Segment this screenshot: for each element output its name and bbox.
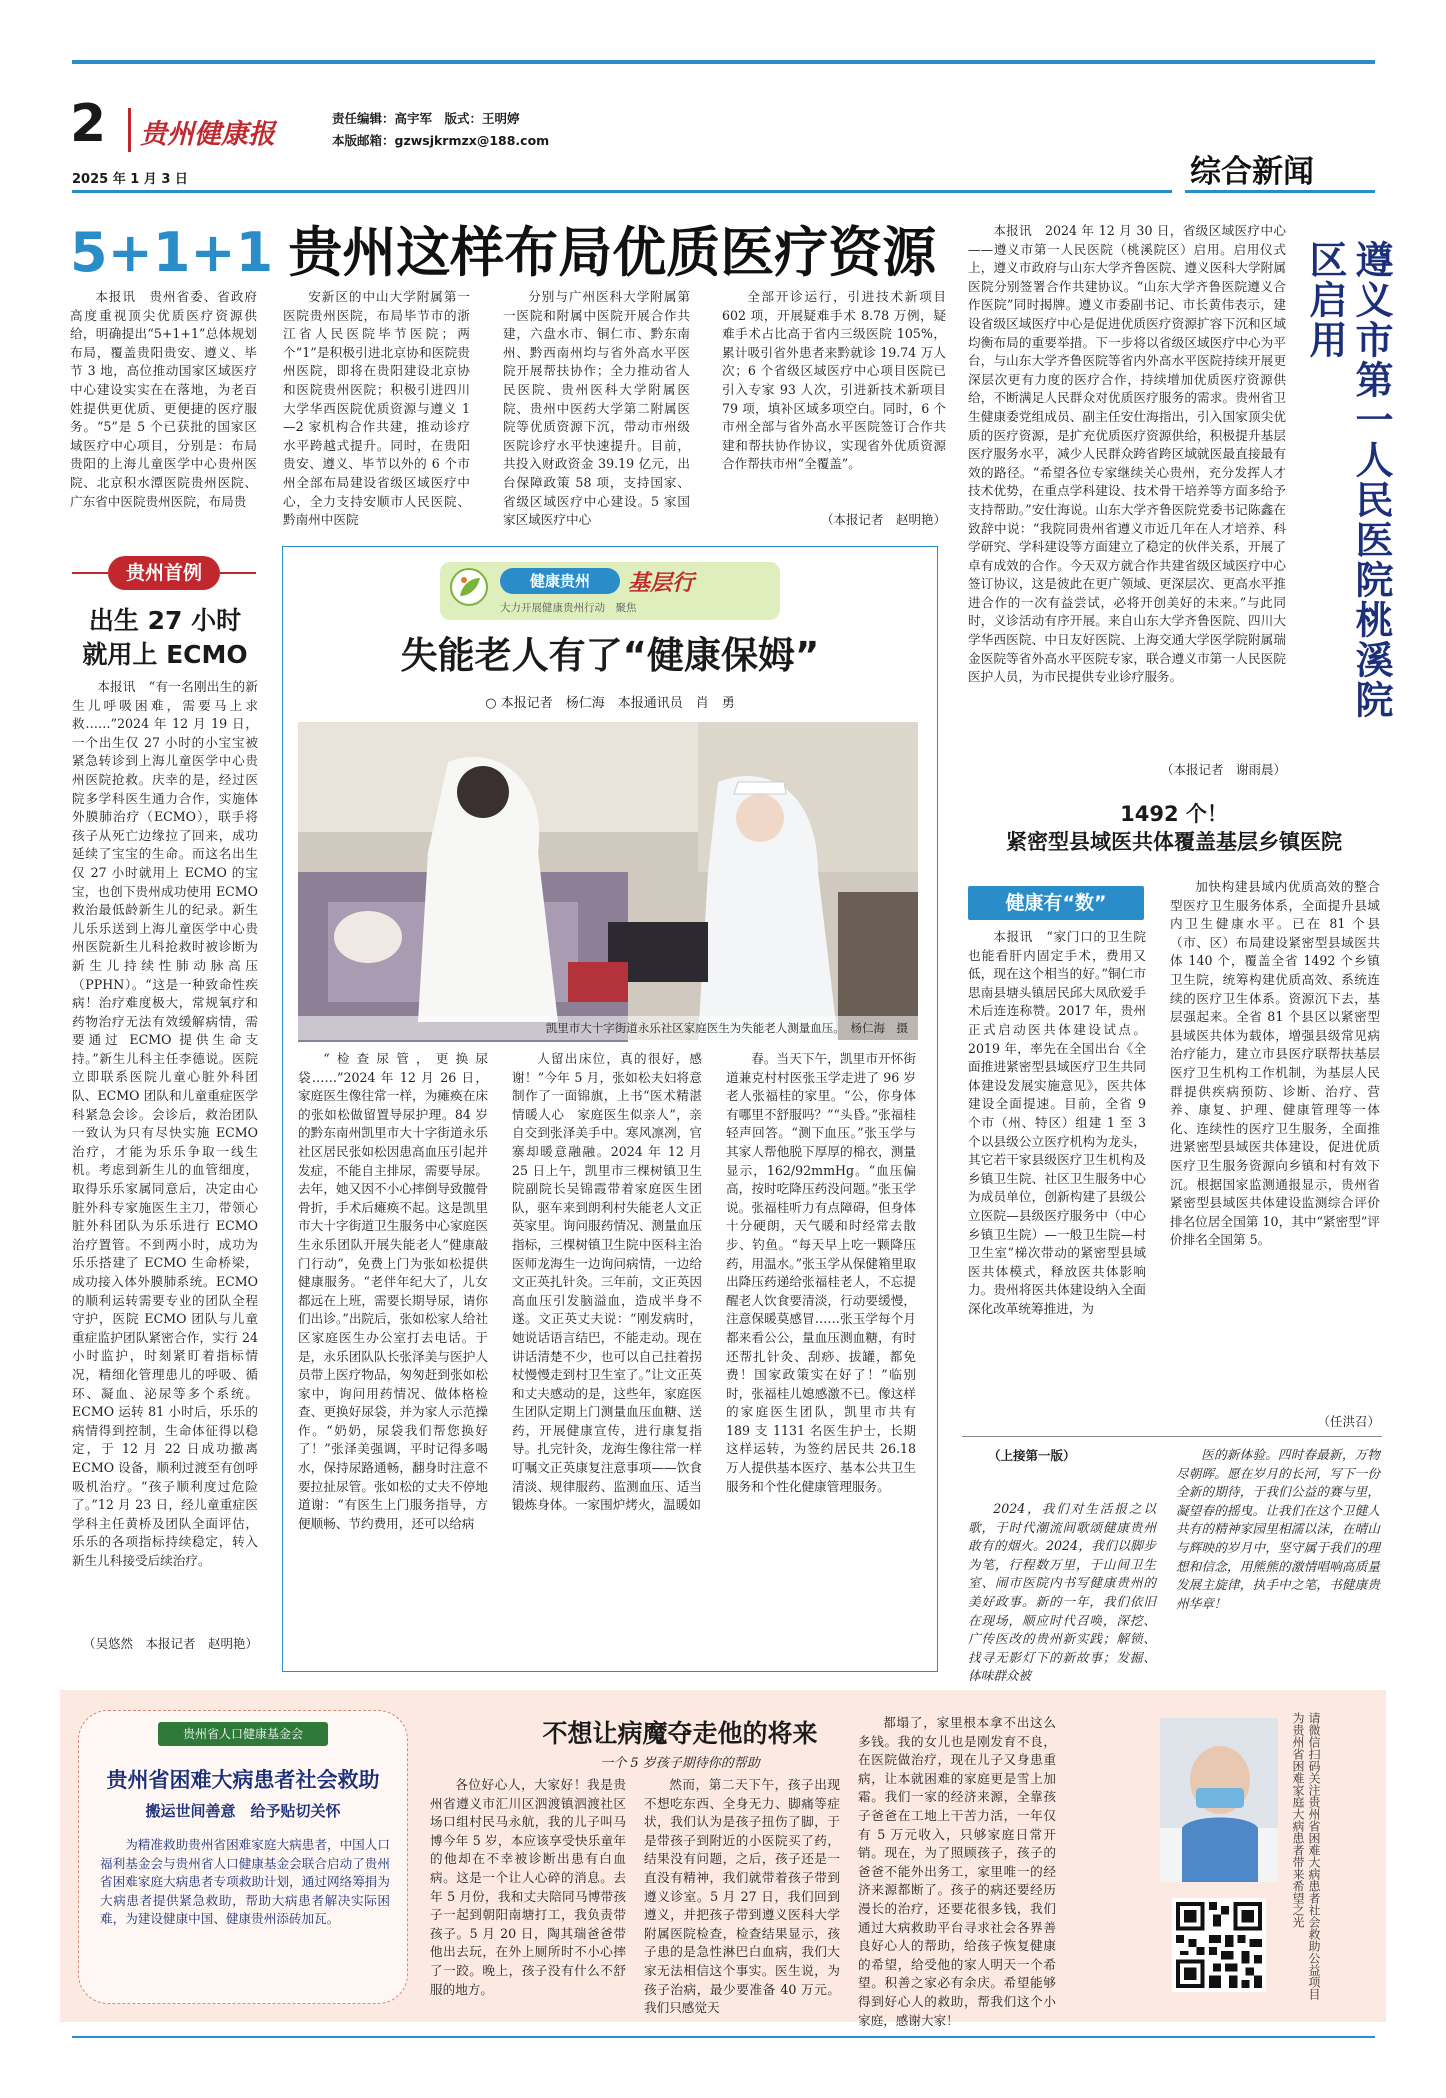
ztd-col-2: 加快构建县域内优质高效的整合型医疗卫生服务体系，全面提升县域内卫生健康水平。已在 81 个县（市、区）布局建设紧密型县域医共体 140 个，覆盖全省 1492 个乡镇卫生院，统筹构建优质高效、系统连续的医疗卫生体系。资源沉下去，基层强起来。全省 81 个县区以紧密型县域医共体为载体，增强县级常见病治疗能力，建立市县医疗联帮扶基层医疗卫生机构工作机制，为基层人民群提供疾病预防、诊断、治疗、营养、康复、护理、健康管理等一体化、连续性的医疗卫生服务，全面推进紧密型县域医共体建设，促进优质医疗卫生服务资源向乡镇和村有效下沉。根据国家监测通报显示，贵州省紧密型县域医共体建设监测综合评价排名位居全国第 10，其中“紧密型”评价排名全国第 5。 xyxy=(1170,879,1380,1248)
photo-caption: 凯里市大十字街道永乐社区家庭医生为失能老人测量血压。 杨仁海 摄 xyxy=(545,1021,908,1035)
editorial-col-1: 2024，我们对生活报之以歌，于时代潮流间歌颂健康贵州敢有的烟火。2024，我们以脚步为笔，行程数万里，于山间卫生室、闹市医院内书写健康贵州的美好政事。新的一年，我们依旧在现场，顺应时代召唤，深挖、广传医改的贵州新实践；解锁、找寻无影灯下的新故事；发掘、体味群众被 xyxy=(968,1501,1156,1684)
first-title-1: 出生 27 小时 xyxy=(88,606,242,635)
charity-col-3: 都塌了，家里根本拿不出这么多钱。我的女儿也是刚发育不良，在医院做治疗，现在儿子又身患重病，让本就困难的家庭更是雪上加霜。我们一家的经济来源，全靠孩子爸爸在工地上干苦力活，一年仅有 5 万元收入，只够家庭日常开销。现在，为了照顾孩子，孩子的爸爸不能外出务工，家里唯一的经济来源都断了。孩子的病还要经历漫长的治疗，还要花很多钱，我们通过大病救助平台寻求社会各界善良好心人的帮助，给孩子恢复健康的希望，给受他的家人明天一个希望。积善之家必有余庆。希望能够得到好心人的救助，帮我们这个小家庭，感谢大家！ xyxy=(858,1715,1056,2028)
feature-title: 失能老人有了“健康保姆” xyxy=(400,634,820,677)
charity-org: 贵州省人口健康基金会 xyxy=(182,1727,303,1741)
first-body: 本报讯 “有一名刚出生的新生儿呼吸困难，需要马上求救……”2024 年 12 月 19 日，一个出生仅 27 小时的小宝宝被紧急转诊到上海儿童医学中心贵州医院抢救。庆幸的是，经过医院多学科医生通力合作，实施体外膜肺治疗（ECMO），联手将孩子从死亡边缘拉了回来，成功延续了宝宝的生命。而这名出生仅 27 小时就用上 ECMO 的宝宝，也创下贵州成功使用 ECMO 救治最低龄新生儿的纪录。新生儿乐乐送到上海儿童医学中心贵州医院新生儿科抢救时被诊断为新生儿持续性肺动脉高压（PPHN）。“这是一种致命性疾病！治疗难度极大，常规氧疗和药物治疗无法有效缓解病情，需要通过 ECMO 提供生命支持。”新生儿科主任李德说。医院立即联系医院儿童心脏外科团队、ECMO 团队和儿童重症医学科紧急会诊。会诊后，救治团队一致认为只有尽快实施 ECMO 治疗，才能为乐乐争取一线生机。考虑到新生儿的血管细度，取得乐乐家属同意后，决定由心脏外科专家施医生主刀，带领心脏外科团队为乐乐进行 ECMO 治疗置管。不到两小时，成功为乐乐搭建了 ECMO 生命桥梁，成功接入体外膜肺系统。ECMO 的顺利运转需要专业的团队全程守护，医院 ECMO 团队与儿童重症监护团队紧密合作，实行 24 小时监护，时刻紧盯着指标情况，精细化管理患儿的呼吸、循环、凝血、泌尿等多个系统。ECMO 运转 81 小时后，乐乐的病情得到控制，生命体征得以稳定，于 12 月 22 日成功撤离 ECMO 设备，顺利过渡至有创呼吸机治疗。“孩子顺利度过危险了。”12 月 23 日，经儿童重症医学科主任黄桥及团队全面评估，乐乐的各项指标持续稳定，转入新生儿科接受后续治疗。 xyxy=(72,679,258,1568)
lead-title: 贵州这样布局优质医疗资源 xyxy=(288,221,937,284)
qr-code[interactable] xyxy=(1172,1898,1266,1992)
section-name: 综合新闻 xyxy=(1190,154,1314,190)
lead-col-1: 本报讯 贵州省委、省政府高度重视顶尖优质医疗资源供给，明确提出“5+1+1”总体规划布局，覆盖贵阳贵安、遵义、毕节 3 地，高位推动国家区域医疗中心建设实实在在落地，为老百姓提供更优质、更便捷的医疗服务。“5”是 5 个已获批的国家区域医疗中心项目，分别是：布局贵阳的上海儿童医学中心贵州医院、北京积水潭医院贵州医院、广东省中医院贵州医院，布局贵 xyxy=(70,289,257,509)
editorial-rule xyxy=(962,1436,1382,1437)
section-rule xyxy=(1185,190,1375,193)
ztd-title: 1492 个！ xyxy=(1120,802,1228,826)
paper-name: 贵州健康报 xyxy=(140,119,275,150)
lead-headline xyxy=(70,210,936,287)
first-tag-line-right xyxy=(220,572,256,574)
zunyi-title: 遵义市第一人民医院桃溪院区启用 xyxy=(1303,240,1393,720)
top-rule xyxy=(72,60,1375,64)
charity-vertical-text: 请微信扫码关注贵州省困难大病患者社会救助公益项目 为贵州省困难家庭大病患者带来希望之光 xyxy=(1291,1712,1321,2012)
editor-credit: 责任编辑：高宇军 版式：王明婷 xyxy=(332,111,520,126)
feature-col-3: 春。当天下午，凯里市开怀街道兼克村村医张玉学走进了 96 岁老人张福桂的家里。“公，你身体有哪里不舒服吗？”“头昏。”张福桂轻声回答。“测下血压。”张玉学与其家人帮他脱下厚厚的棉衣，测量显示，162/92mmHg。“血压偏高，按时吃降压药没问题。”张玉学说。张福桂听力有点障碍，但身体十分硬朗，天气暖和时经常去散步、钓鱼。“每天早上吃一颗降压药，用温水。”张玉学从保健箱里取出降压药递给张福桂老人，不忘提醒老人饮食要清淡，行动要缓慢，注意保暖莫感冒……张玉学每个月都来看公公，量血压测血糖，有时还帮扎针灸、刮痧、拔罐，都免费！国家政策实在好了！”临别时，张福桂儿媳感激不已。像这样的家庭医生团队，凯里市共有 189 支 1131 名医生护士，长期这样运转，为签约居民共 26.18 万人提供基本医疗、基本公共卫生服务和个性化健康管理服务。 xyxy=(726,1051,916,1494)
charity-desc: 为精准救助贵州省困难家庭大病患者，中国人口福利基金会与贵州省人口健康基金会联合启动了贵州省困难家庭大病患者专项救助计划，通过网络筹捐为大病患者提供紧急救助，帮助大病患者解决实际困难，为建设健康中国、健康贵州添砖加瓦。 xyxy=(100,1837,390,1927)
header-divider xyxy=(128,108,131,152)
feature-photo xyxy=(298,722,918,1040)
charity-story-title: 不想让病魔夺走他的将来 xyxy=(542,1719,818,1748)
feature-byline: ○ 本报记者 杨仁海 本报通讯员 肖 勇 xyxy=(485,696,735,711)
charity-col-1: 各位好心人，大家好！我是贵州省遵义市汇川区泗渡镇泗渡社区场口组村民马永航，我的儿子叫马博今年 5 岁，本应该享受快乐童年的他却在不幸被诊断出患有白血病。这是一个让人心碎的消息。去年 5 月份，我和丈夫陪同马博带孩子一起到朝阳南塘打工，我负责带孩子。5 月 20 日，陶其瑞爸爸带他出去玩，在外上厕所时不小心摔了一跤。晚上，孩子没有什么不舒服的地方。 xyxy=(430,1777,626,1997)
lead-col-4: 全部开诊运行，引进技术新项目 602 项，开展疑难手术 8.78 万例，疑难手术占比高于省内三级医院 105%，累计吸引省外患者来黔就诊 19.74 万人次；6 个省级区域医疗中心项目医院已引入专家 93 人次，引进新技术新项目 79 项，填补区域多项空白。同时，6 个市州全部与省外高水平医院签订合作共建和帮扶协作协议，实现省外优质资源合作帮扶市州“全覆盖”。 xyxy=(722,289,946,472)
zunyi-byline: （本报记者 谢雨晨） xyxy=(1160,762,1286,777)
charity-slogan: 搬运世间善意 给予贴切关怀 xyxy=(145,1802,341,1820)
charity-col-2: 然而，第二天下午，孩子出现不想吃东西、全身无力、脚痛等症状，我们认为是孩子扭伤了脚，于是带孩子到附近的小医院买了药，结果没有问题，之后，孩子还是一直没有精神，我们就带着孩子带到遵义诊室。5 月 27 日，我们回到遵义，并把孩子带到遵义医科大学附属医院检查，检查结果显示，孩子患的是急性淋巴白血病，我们大家无法相信这个事实。医生说，为孩子治病，最少要准备 40 万元。我们只感觉天 xyxy=(644,1777,840,2016)
lead-col-3: 分别与广州医科大学附属第一医院和附属中医院开展合作共建，六盘水市、铜仁市、黔东南州、黔西南州均与省外高水平医院开展帮扶协作；全力推动省人民医院、贵州医科大学附属医院、贵州中医药大学第二附属医院等优质资源下沉，带动市州级医院诊疗水平快速提升。目前，共投入财政资金 39.19 亿元，出台保障政策 58 项，支持国家、省级区域医疗中心建设。5 家国家区域医疗中心 xyxy=(503,289,690,528)
editorial-heading: （上接第一版） xyxy=(988,1448,1076,1463)
charity-title: 贵州省困难大病患者社会救助 xyxy=(106,1768,380,1792)
email-credit: 本版邮箱：gzwsjkrmzx@188.com xyxy=(332,133,550,148)
banner-line: 大力开展健康贵州行动 聚焦 xyxy=(500,602,637,614)
feature-col-1: “检查尿管，更换尿袋……”2024 年 12 月 26 日，家庭医生像往常一样，为瘫痪在床的张如松做留置导尿护理。84 岁的黔东南州凯里市大十字街道永乐社区居民张如松因患高血压引起并发症，不能自主排尿，需要导尿。去年，她又因不小心摔倒导致髋骨骨折，手术后瘫痪不起。这是凯里市大十字街道卫生服务中心家庭医生永乐团队开展失能老人“健康敲门行动”，免费上门为张如松提供健康服务。“老伴年纪大了，儿女都远在上班，需要长期导尿，请你们出诊。”出院后，张如松家人给社区家庭医生办公室打去电话。于是，永乐团队队长张泽美与医护人员带上医疗物品，匆匆赶到张如松家中，询问用药情况、做体格检查、更换好尿袋，并为家人示范操作。“奶奶，尿袋我们帮您换好了！”张泽美强调，平时记得多喝水，保持尿路通畅，翻身时注意不要拉扯尿管。张如松的丈夫不停地道谢：“有医生上门服务指导，方便顺畅、节约费用，还可以给病 xyxy=(298,1051,488,1531)
banner-sub: 基层行 xyxy=(628,570,695,596)
charity-org-badge xyxy=(158,1722,328,1746)
charity-child-photo xyxy=(1160,1718,1278,1882)
bottom-rule xyxy=(72,2036,1375,2038)
ztd-tag: 健康有“数” xyxy=(968,886,1144,920)
lead-col-2: 安新区的中山大学附属第一医院贵州医院，布局毕节市的浙江省人民医院毕节医院；两个“1”是积极引进北京协和医院贵州医院，即将在贵阳建设北京协和医院贵州医院；积极引进四川大学华西医院优质资源与遵义 1—2 家机构合作共建，推动诊疗水平跨越式提升。同时，在贵阳贵安、遵义、毕节以外的 6 个市州全部布局建设省级区域医疗中心，全力支持安顺市人民医院、黔南州中医院 xyxy=(283,289,470,528)
ztd-byline: （任洪召） xyxy=(1317,1414,1380,1429)
ztd-col-1: 本报讯 “家门口的卫生院也能看肝内固定手术，费用又低，现在这个相当的好。”铜仁市思南县塘头镇居民邱大凤欣爱手术后连连称赞。2017 年，贵州正式启动医共体建设试点。2019 年，率先在全国出台《全面推进紧密型县域医疗卫生共同体建设发展实施意见》，医共体建设全面提速。目前，全省 9 个市（州、特区）组建 1 至 3 个以县级公立医疗机构为龙头，其它若干家县级医疗卫生机构及乡镇卫生院、社区卫生服务中心为成员单位，创新构建了县级公立医院—县级医疗服务中（中心乡镇卫生院）—一般卫生院—村卫生室”梯次带动的紧密型县域医共体模式，释放医共体影响力。贵州将医共体建设纳入全面深化改革统筹推进，为 xyxy=(968,929,1146,1316)
ztd-subtitle: 紧密型县域医共体覆盖基层乡镇医院 xyxy=(1006,830,1342,854)
editorial-col-2: 医的新体验。四时春最新，万物尽朝晖。愿在岁月的长河，写下一份全新的期待，于我们公益的赛与里，凝望春的摇曳。让我们在这个卫健人共有的精神家园里相濡以沫，在晴山与辉映的岁月中，坚守属于我们的理想和信念，用熊熊的激情唱响高质量发展主旋律，执手中之笔，书健康贵州华章！ xyxy=(1176,1447,1380,1611)
first-byline: （吴悠然 本报记者 赵明艳） xyxy=(72,1634,258,1652)
charity-story-sub: 一个 5 岁孩子期待你的帮助 xyxy=(600,1756,760,1771)
issue-date: 2025 年 1 月 3 日 xyxy=(72,172,188,187)
first-title-2: 就用上 ECMO xyxy=(82,640,248,669)
lead-title-prefix: 5+1+1 xyxy=(70,221,274,284)
first-tag: 贵州首例 xyxy=(108,556,220,590)
header-rule xyxy=(72,190,1172,193)
page-number: 2 xyxy=(70,94,107,154)
feature-banner xyxy=(440,562,780,620)
lead-byline: （本报记者 赵明艳） xyxy=(820,512,946,527)
first-tag-line-left xyxy=(72,572,108,574)
zunyi-body: 本报讯 2024 年 12 月 30 日，省级区域医疗中心——遵义市第一人民医院（桃溪院区）启用。启用仪式上，遵义市政府与山东大学齐鲁医院、遵义医科大学附属医院分别签署合作共建协议。“山东大学齐鲁医院遵义合作医院”同时揭牌。遵义市委副书记、市长黄伟表示，建设省级区域医疗中心是促进优质医疗资源扩容下沉和区域均衡布局的重要举措。下一步将以省级区域医疗中心为平台，与山东大学齐鲁医院等省内外高水平医院持续开展更深层次更有力度的医疗合作，持续增加优质医疗资源供给，不断满足人民群众对优质医疗服务的需求。贵州省卫生健康委党组成员、副主任安仕海指出，引入国家顶尖优质的医疗资源，是扩充优质医疗资源供给，积极提升基层医疗服务水平，减少人民群众跨省跨区域就医最直接最有效的路径。“希望各位专家继续关心贵州，充分发挥人才技术优势，在重点学科建设、技术骨干培养等方面多给予支持帮助。”安仕海说。山东大学齐鲁医院党委书记陈鑫在致辞中说：“我院同贵州省遵义市近几年在人才培养、科学研究、学科建设等方面建立了稳定的伙伴关系，开展了卓有成效的合作。今天双方就合作共建省级区域医疗中心签订协议，这是彼此在更广领域、更深层次、更高水平推进合作的一次有益尝试，必将开创美好的未来。”与此同时，义诊活动有序开展。来自山东大学齐鲁医院、四川大学华西医院、中日友好医院、上海交通大学医学院附属瑞金医院等省外高水平医院专家，联合遵义市第一人民医院医护人员，为市民提供专业诊疗服务。 xyxy=(968,223,1286,685)
banner-title: 健康贵州 xyxy=(500,568,620,594)
leaf-icon xyxy=(450,568,488,606)
feature-col-2: 人留出床位，真的很好，感谢！”今年 5 月，张如松夫妇将意制作了一面锦旗，上书“医术精湛情暖人心 家庭医生似亲人”，亲自交到张泽美手中。寒风凛冽，官寨却暖意融融。2024 年 12 月 25 日上午，凯里市三棵树镇卫生院副院长吴锦霞带着家庭医生团队，驱车来到朗利村失能老人文正英家里。询问服药情况、测量血压指标，三棵树镇卫生院中医科主治医师龙海生一边询问病情，一边给文正英扎针灸。三年前，文正英因高血压引发脑溢血，造成半身不遂。文正英丈夫说：“刚发病时，她说话语言结巴，不能走动。现在讲话清楚不少，也可以自己拄着拐杖慢慢走到村卫生室了。”让文正英和丈夫感动的是，这些年，家庭医生团队定期上门测量血压血糖、送药，开展健康宣传，进行康复指导。扎完针灸，龙海生像往常一样叮嘱文正英康复注意事项——饮食清淡、规律服药、监测血压、适当锻炼身体。一家围炉烤火，温暖如 xyxy=(512,1051,702,1513)
